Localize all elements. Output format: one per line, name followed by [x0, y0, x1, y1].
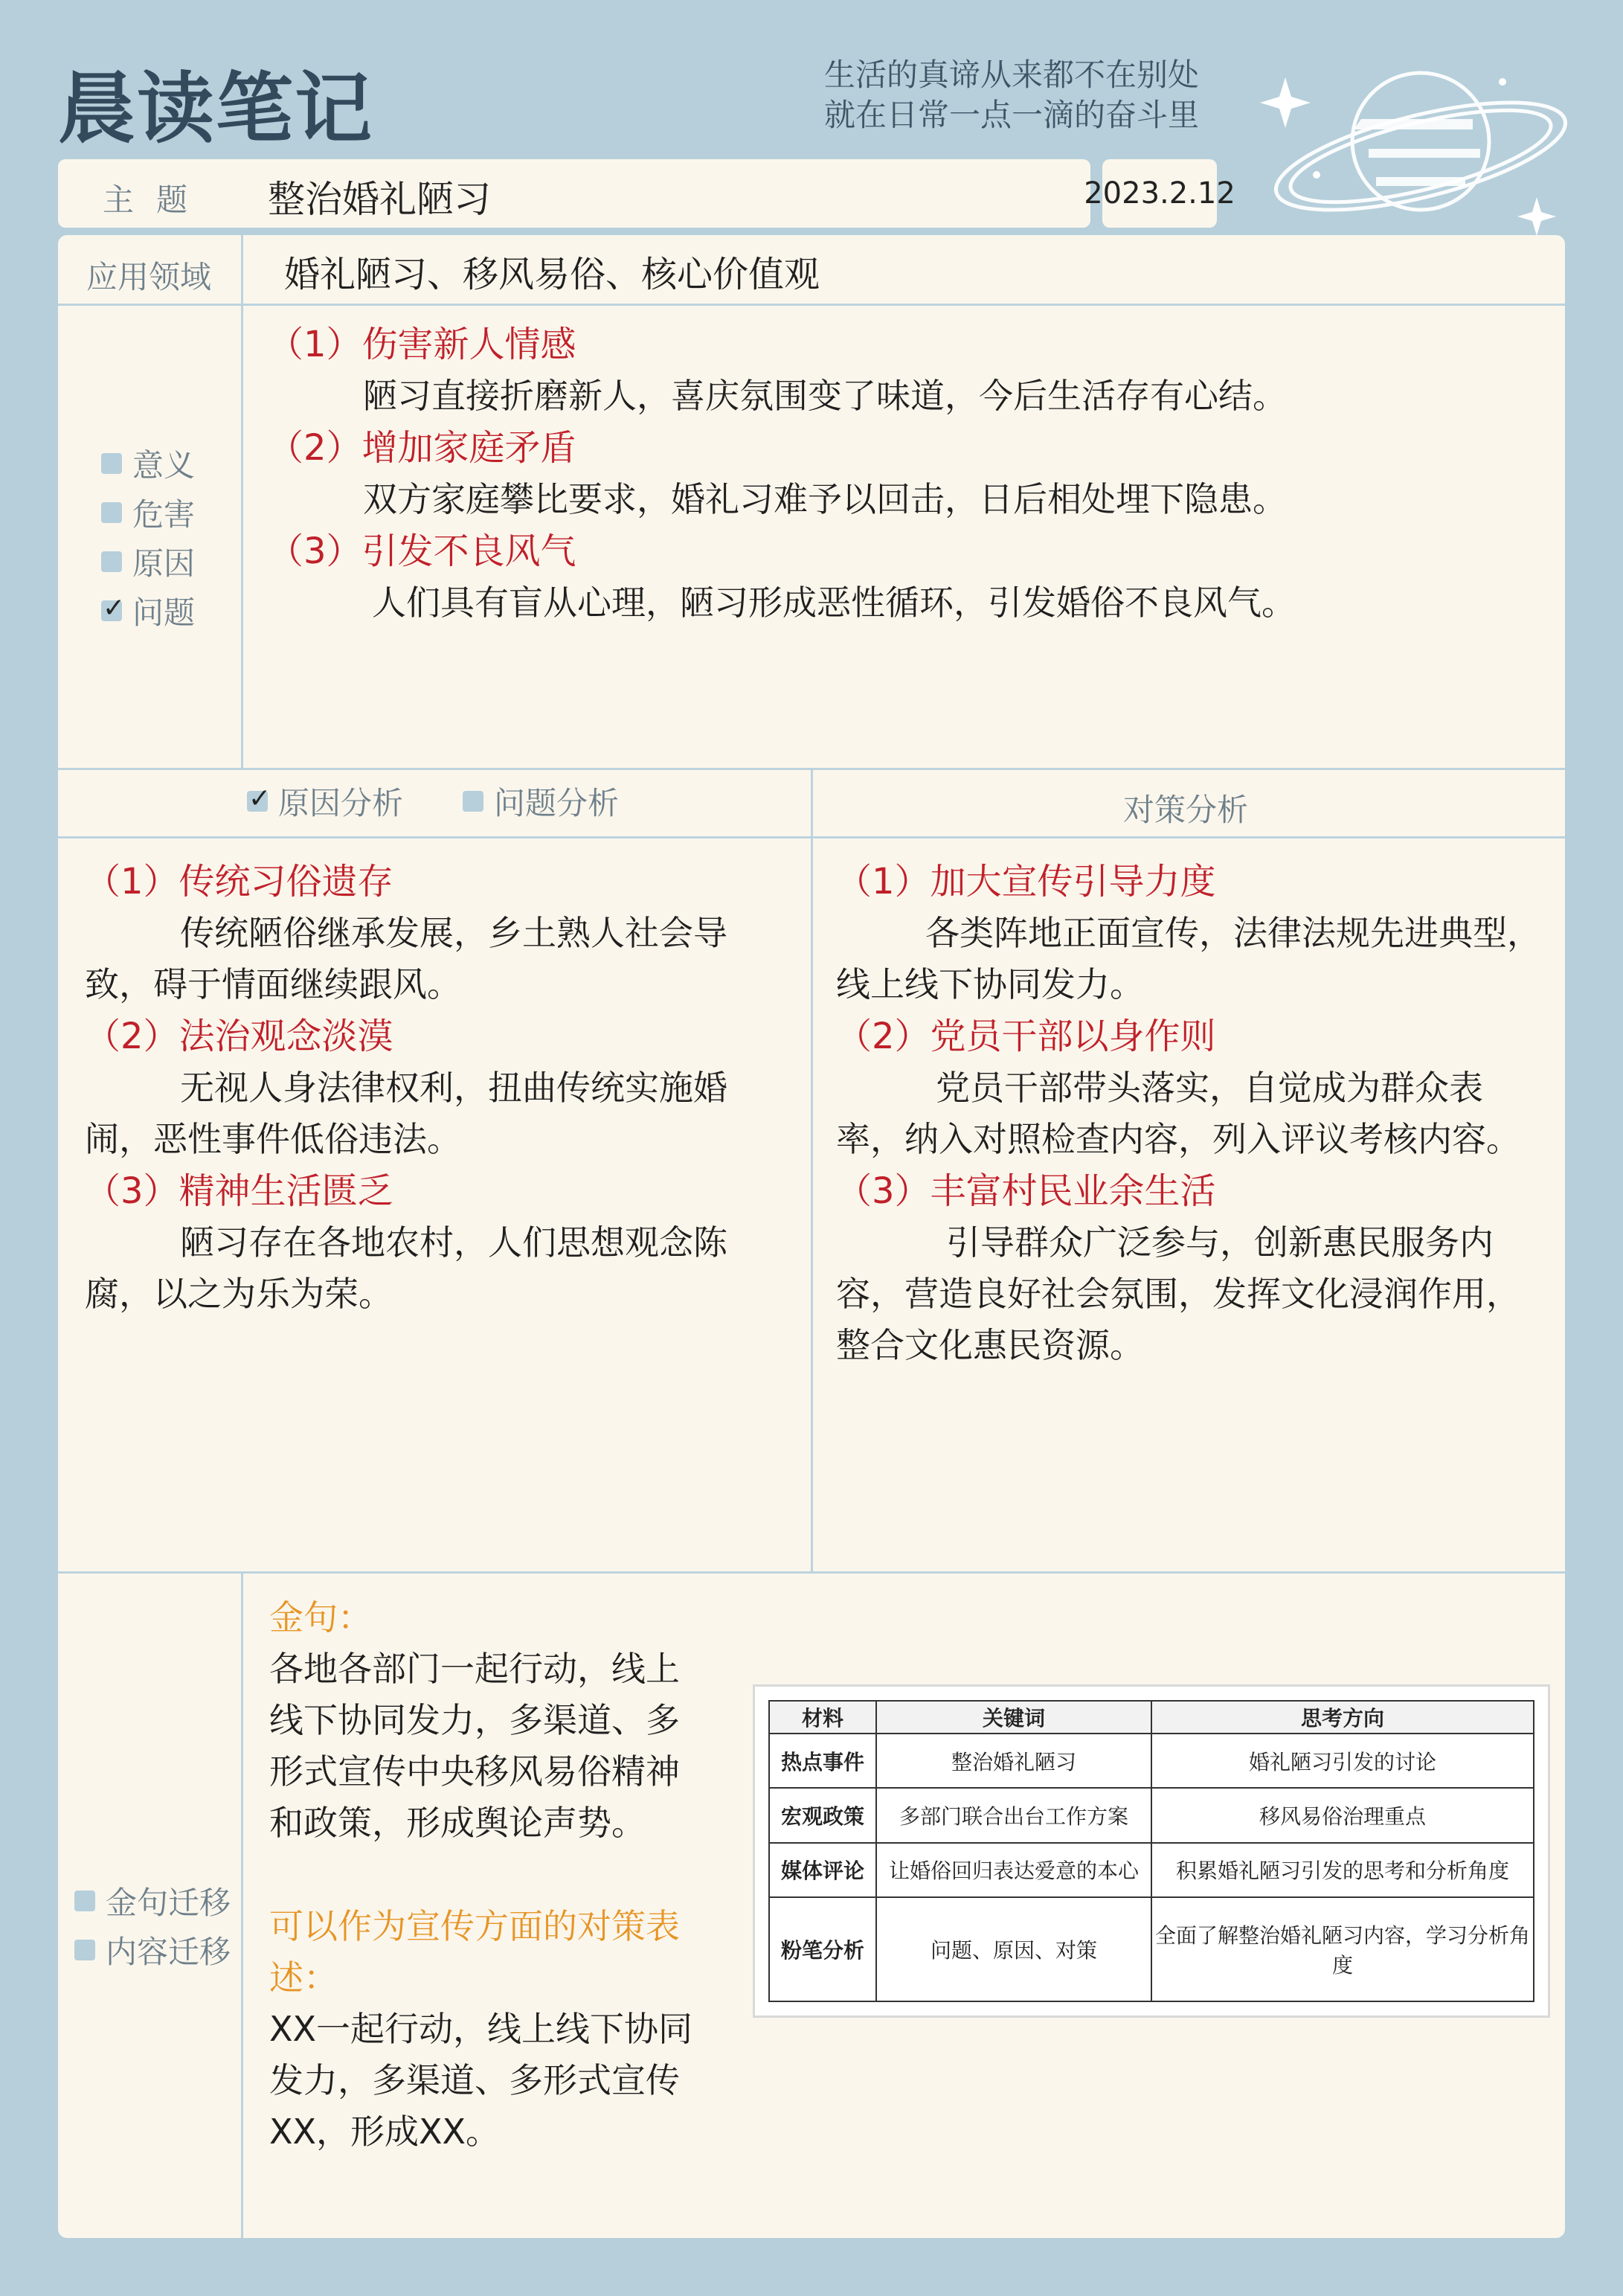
- checkbox[interactable]: [101, 453, 122, 474]
- checkbox[interactable]: [74, 1940, 95, 1960]
- solution-heading: （1）加大宣传引导力度: [836, 861, 1216, 902]
- table-cell: 问题、原因、对策: [876, 1897, 1151, 2001]
- table-header: 关键词: [876, 1701, 1151, 1734]
- tab-solution-analysis[interactable]: 对策分析: [1123, 792, 1249, 828]
- cause-text: 陋习存在各地农村，人们思想观念陈腐，以之为乐为荣。: [85, 1222, 727, 1314]
- cause-heading: （2）法治观念淡漠: [85, 1016, 393, 1057]
- solution-heading: （2）党员干部以身作则: [836, 1016, 1216, 1057]
- tab-problem-analysis[interactable]: [463, 777, 619, 826]
- table-row: [769, 1843, 1534, 1897]
- tag-content-transfer[interactable]: [74, 1925, 231, 1975]
- item-heading: （2）增加家庭矛盾: [268, 427, 576, 469]
- divider: [241, 235, 243, 768]
- table: [768, 1700, 1534, 2002]
- motto-line-1: 生活的真谛从来都不在别处: [824, 57, 1200, 93]
- tag-harm[interactable]: [101, 488, 195, 537]
- tag-label: 意义: [132, 447, 196, 484]
- item-text: 陋习直接折磨新人，喜庆氛围变了味道，今后生活存有心结。: [363, 376, 1287, 416]
- checkbox-checked[interactable]: [247, 791, 268, 812]
- cause-heading: （3）精神生活匮乏: [85, 1170, 393, 1212]
- divider: [58, 304, 1565, 306]
- checkbox[interactable]: [101, 551, 122, 572]
- tab-cause-analysis[interactable]: [247, 777, 403, 826]
- table-cell: 婚礼陋习引发的讨论: [1151, 1734, 1534, 1788]
- item-heading: （3）引发不良风气: [268, 530, 576, 572]
- field-value: 婚礼陋习、移风易俗、核心价值观: [284, 254, 820, 295]
- golden-label: 金句：: [269, 1597, 372, 1638]
- checkbox[interactable]: [101, 502, 122, 523]
- table-row: [769, 1788, 1534, 1842]
- usage-label: 可以作为宣传方面的对策表述：: [269, 1906, 680, 1998]
- topic-label: 主题: [103, 182, 210, 218]
- table-header-row: [769, 1701, 1534, 1734]
- tag-golden-transfer[interactable]: [74, 1876, 231, 1925]
- table-cell: 宏观政策: [769, 1788, 876, 1842]
- tag-label: 危害: [132, 496, 196, 533]
- table-cell: 多部门联合出台工作方案: [876, 1788, 1151, 1842]
- table-header: 材料: [769, 1701, 876, 1734]
- solution-text: 引导群众广泛参与，创新惠民服务内容，营造良好社会氛围，发挥文化浸润作用，整合文化惠民资源。: [836, 1222, 1520, 1365]
- item-text: 双方家庭攀比要求，婚礼习难予以回击，日后相处埋下隐患。: [363, 479, 1287, 519]
- tag-significance[interactable]: [101, 439, 195, 488]
- table-cell: 粉笔分析: [769, 1897, 876, 2001]
- table-cell: 全面了解整治婚礼陋习内容，学习分析角度: [1151, 1897, 1534, 2001]
- tag-label: 金句迁移: [106, 1885, 231, 1921]
- page-title: 晨读笔记: [58, 63, 374, 154]
- checkbox[interactable]: [463, 791, 483, 812]
- transfer-content: [269, 1592, 701, 2158]
- cause-heading: （1）传统习俗遗存: [85, 861, 393, 902]
- tag-reason[interactable]: [101, 537, 195, 586]
- motto-line-2: 就在日常一点一滴的奋斗里: [824, 97, 1200, 133]
- planet-icon: [1250, 52, 1577, 238]
- table-cell: 媒体评论: [769, 1843, 876, 1897]
- tab-label: 原因分析: [278, 785, 404, 821]
- topic-box: [58, 159, 1090, 228]
- golden-text: 各地各部门一起行动，线上线下协同发力，多渠道、多形式宣传中央移风易俗精神和政策，形成舆论声势。: [269, 1649, 680, 1843]
- motto: [824, 55, 1199, 135]
- table-cell: 热点事件: [769, 1734, 876, 1788]
- significance-content: [268, 318, 1544, 629]
- table-cell: 让婚俗回归表达爱意的本心: [876, 1843, 1151, 1897]
- cause-text: 传统陋俗继承发展，乡土熟人社会导致，碍于情面继续跟风。: [85, 913, 727, 1004]
- table-row: [769, 1734, 1534, 1788]
- usage-text: XX一起行动，线上线下协同发力，多渠道、多形式宣传XX，形成XX。: [269, 2009, 693, 2152]
- checkbox-checked[interactable]: [101, 600, 122, 621]
- solution-text: 各类阵地正面宣传，法律法规先进典型，线上线下协同发力。: [836, 913, 1541, 1004]
- cause-text: 无视人身法律权利，扭曲传统实施婚闹，恶性事件低俗违法。: [85, 1068, 727, 1159]
- tag-label: 原因: [132, 545, 196, 582]
- divider: [241, 1571, 243, 2238]
- cause-content: [85, 856, 791, 1320]
- solution-heading: （3）丰富村民业余生活: [836, 1170, 1216, 1212]
- topic-value: 整治婚礼陋习: [268, 178, 491, 221]
- tag-label: 问题: [132, 594, 196, 631]
- table-cell: 积累婚礼陋习引发的思考和分析角度: [1151, 1843, 1534, 1897]
- table-cell: 整治婚礼陋习: [876, 1734, 1151, 1788]
- tag-problem[interactable]: [101, 586, 195, 635]
- field-label: 应用领域: [86, 259, 212, 295]
- item-heading: （1）伤害新人情感: [268, 324, 576, 365]
- tag-label: 内容迁移: [106, 1934, 231, 1970]
- solution-content: [836, 856, 1543, 1371]
- date-box: [1084, 159, 1235, 228]
- checkbox[interactable]: [74, 1891, 95, 1911]
- table-header: 思考方向: [1151, 1701, 1534, 1734]
- date-value: 2023.2.12: [1084, 176, 1235, 211]
- reference-table: [753, 1684, 1550, 2018]
- tab-label: 问题分析: [494, 785, 620, 821]
- divider: [58, 1571, 1565, 1574]
- solution-text: 党员干部带头落实，自觉成为群众表率，纳入对照检查内容，列入评议考核内容。: [836, 1068, 1520, 1159]
- item-text: 人们具有盲从心理，陋习形成恶性循环，引发婚俗不良风气。: [372, 583, 1296, 623]
- table-cell: 移风易俗治理重点: [1151, 1788, 1534, 1842]
- divider: [811, 768, 813, 1571]
- table-row: [769, 1897, 1534, 2001]
